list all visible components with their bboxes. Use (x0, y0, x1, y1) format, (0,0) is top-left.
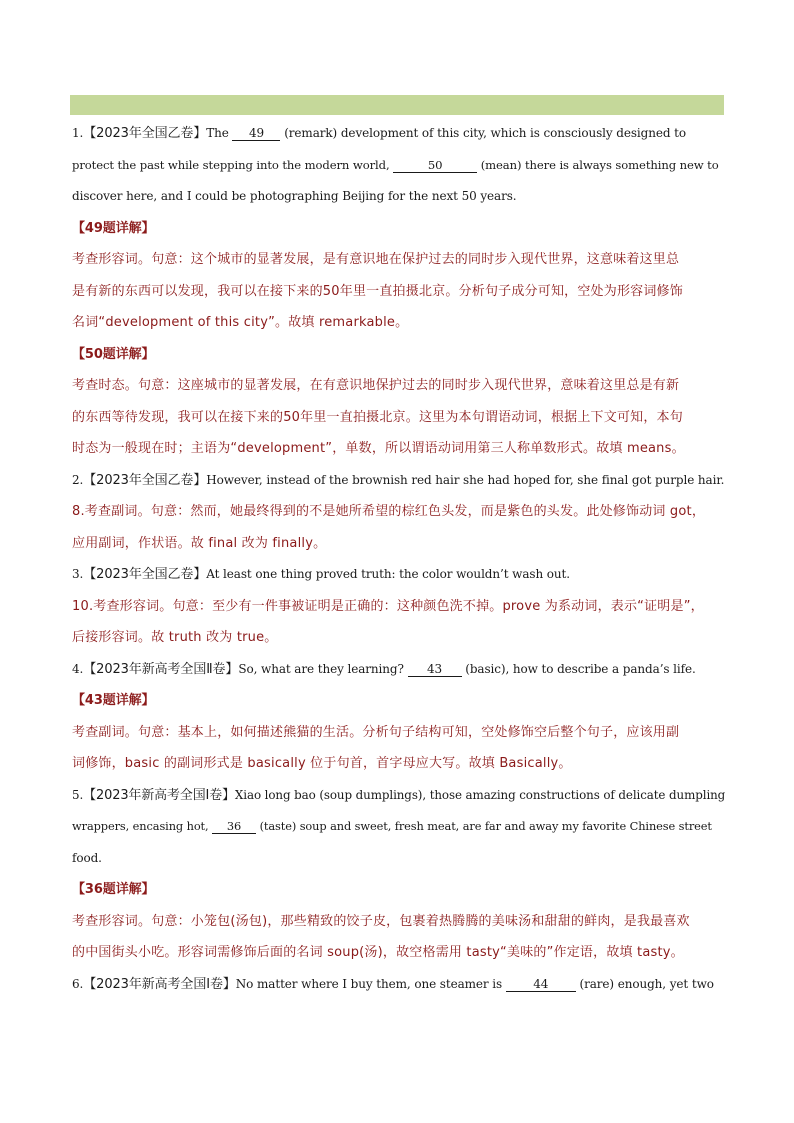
blank-49[interactable]: 49 (232, 126, 280, 141)
explanation-49-line-2: 是有新的东西可以发现，我可以在接下来的50年里一直拍摄北京。分析句子成分可知，空处为形容词修饰 (72, 283, 683, 299)
explanation-43-line-1: 考查副词。句意：基本上，如何描述熊猫的生活。分析句子结构可知，空处修饰空后整个句子，应该用副 (72, 724, 680, 740)
q5-line-2: wrappers, encasing hot, 36 (taste) soup and sweet, fresh meat, are far and away my favorite Chinese street (72, 819, 712, 833)
q1-source: 【2023年全国乙卷】 (83, 126, 207, 141)
document-body (72, 118, 726, 1000)
header-bar (70, 95, 724, 115)
q2-explanation-line-2: 应用副词，作状语。故 final 改为 finally。 (72, 535, 327, 551)
q6-line: 6.【2023年新高考全国Ⅰ卷】No matter where I buy them, one steamer is 44 (rare) enough, yet two (72, 976, 714, 992)
q4-source: 【2023年新高考全国Ⅱ卷】 (83, 661, 239, 677)
explanation-50-heading: 【50题详解】 (72, 346, 155, 362)
q1-line-1: 1.【2023年全国乙卷】The 49 (remark) development of this city, which is consciously designed to (72, 126, 687, 141)
q2-line: 2.【2023年全国乙卷】However, instead of the brownish red hair she had hoped for, she final got purple hair. (72, 472, 725, 488)
blank-50[interactable]: 50 (393, 158, 477, 173)
blank-44[interactable]: 44 (506, 977, 576, 992)
q1-line-3: discover here, and I could be photographing Beijing for the next 50 years. (72, 189, 517, 203)
q3-explanation-line-1: 10.考查形容词。句意：至少有一件事被证明是正确的：这种颜色洗不掉。prove 为系动词，表示“证明是”， (72, 598, 704, 614)
explanation-49-heading: 【49题详解】 (72, 220, 155, 236)
q2-explanation-line-1: 8.考查副词。句意：然而，她最终得到的不是她所希望的棕红色头发，而是紫色的头发。此处修饰动词 got， (72, 504, 706, 519)
explanation-50-line-3: 时态为一般现在时；主语为“development”，单数，所以谓语动词用第三人称单数形式。故填 means。 (72, 441, 685, 456)
q2-source: 【2023年全国乙卷】 (83, 472, 207, 488)
q3-source: 【2023年全国乙卷】 (83, 567, 207, 582)
explanation-43-line-2: 词修饰，basic 的副词形式是 basically 位于句首，首字母应大写。故填 Basically。 (72, 756, 572, 771)
explanation-49-line-1: 考查形容词。句意：这个城市的显著发展，是有意识地在保护过去的同时步入现代世界，这意味着这里总 (72, 252, 680, 267)
explanation-50-line-1: 考查时态。句意：这座城市的显著发展，在有意识地保护过去的同时步入现代世界，意味着这里总是有新 (72, 378, 680, 393)
q5-source: 【2023年新高考全国Ⅰ卷】 (83, 787, 235, 803)
explanation-49-line-3: 名词“development of this city”。故填 remarkable。 (72, 315, 409, 330)
explanation-36-line-2: 的中国街头小吃。形容词需修饰后面的名词 soup(汤)，故空格需用 tasty“美味的”作定语，故填 tasty。 (72, 945, 684, 960)
q6-source: 【2023年新高考全国Ⅰ卷】 (83, 976, 236, 992)
explanation-50-line-2: 的东西等待发现，我可以在接下来的50年里一直拍摄北京。这里为本句谓语动词，根据上下文可知，本句 (72, 409, 683, 425)
blank-36[interactable]: 36 (212, 819, 256, 834)
q4-line: 4.【2023年新高考全国Ⅱ卷】So, what are they learning? 43 (basic), how to describe a panda’s life. (72, 661, 696, 677)
q5-line-3: food. (72, 850, 102, 865)
q3-line: 3.【2023年全国乙卷】At least one thing proved truth: the color wouldn’t wash out. (72, 567, 570, 582)
explanation-36-heading: 【36题详解】 (72, 882, 155, 897)
q3-explanation-line-2: 后接形容词。故 truth 改为 true。 (72, 630, 278, 645)
explanation-43-heading: 【43题详解】 (72, 693, 155, 708)
q5-line-1: 5.【2023年新高考全国Ⅰ卷】Xiao long bao (soup dumplings), those amazing constructions of delicate dumpling (72, 787, 726, 803)
q1-line-2: protect the past while stepping into the modern world, 50 (mean) there is always something new to (72, 157, 719, 172)
explanation-36-line-1: 考查形容词。句意：小笼包(汤包)，那些精致的饺子皮，包裹着热腾腾的美味汤和甜甜的鲜肉，是我最喜欢 (72, 913, 690, 929)
blank-43[interactable]: 43 (408, 662, 462, 677)
